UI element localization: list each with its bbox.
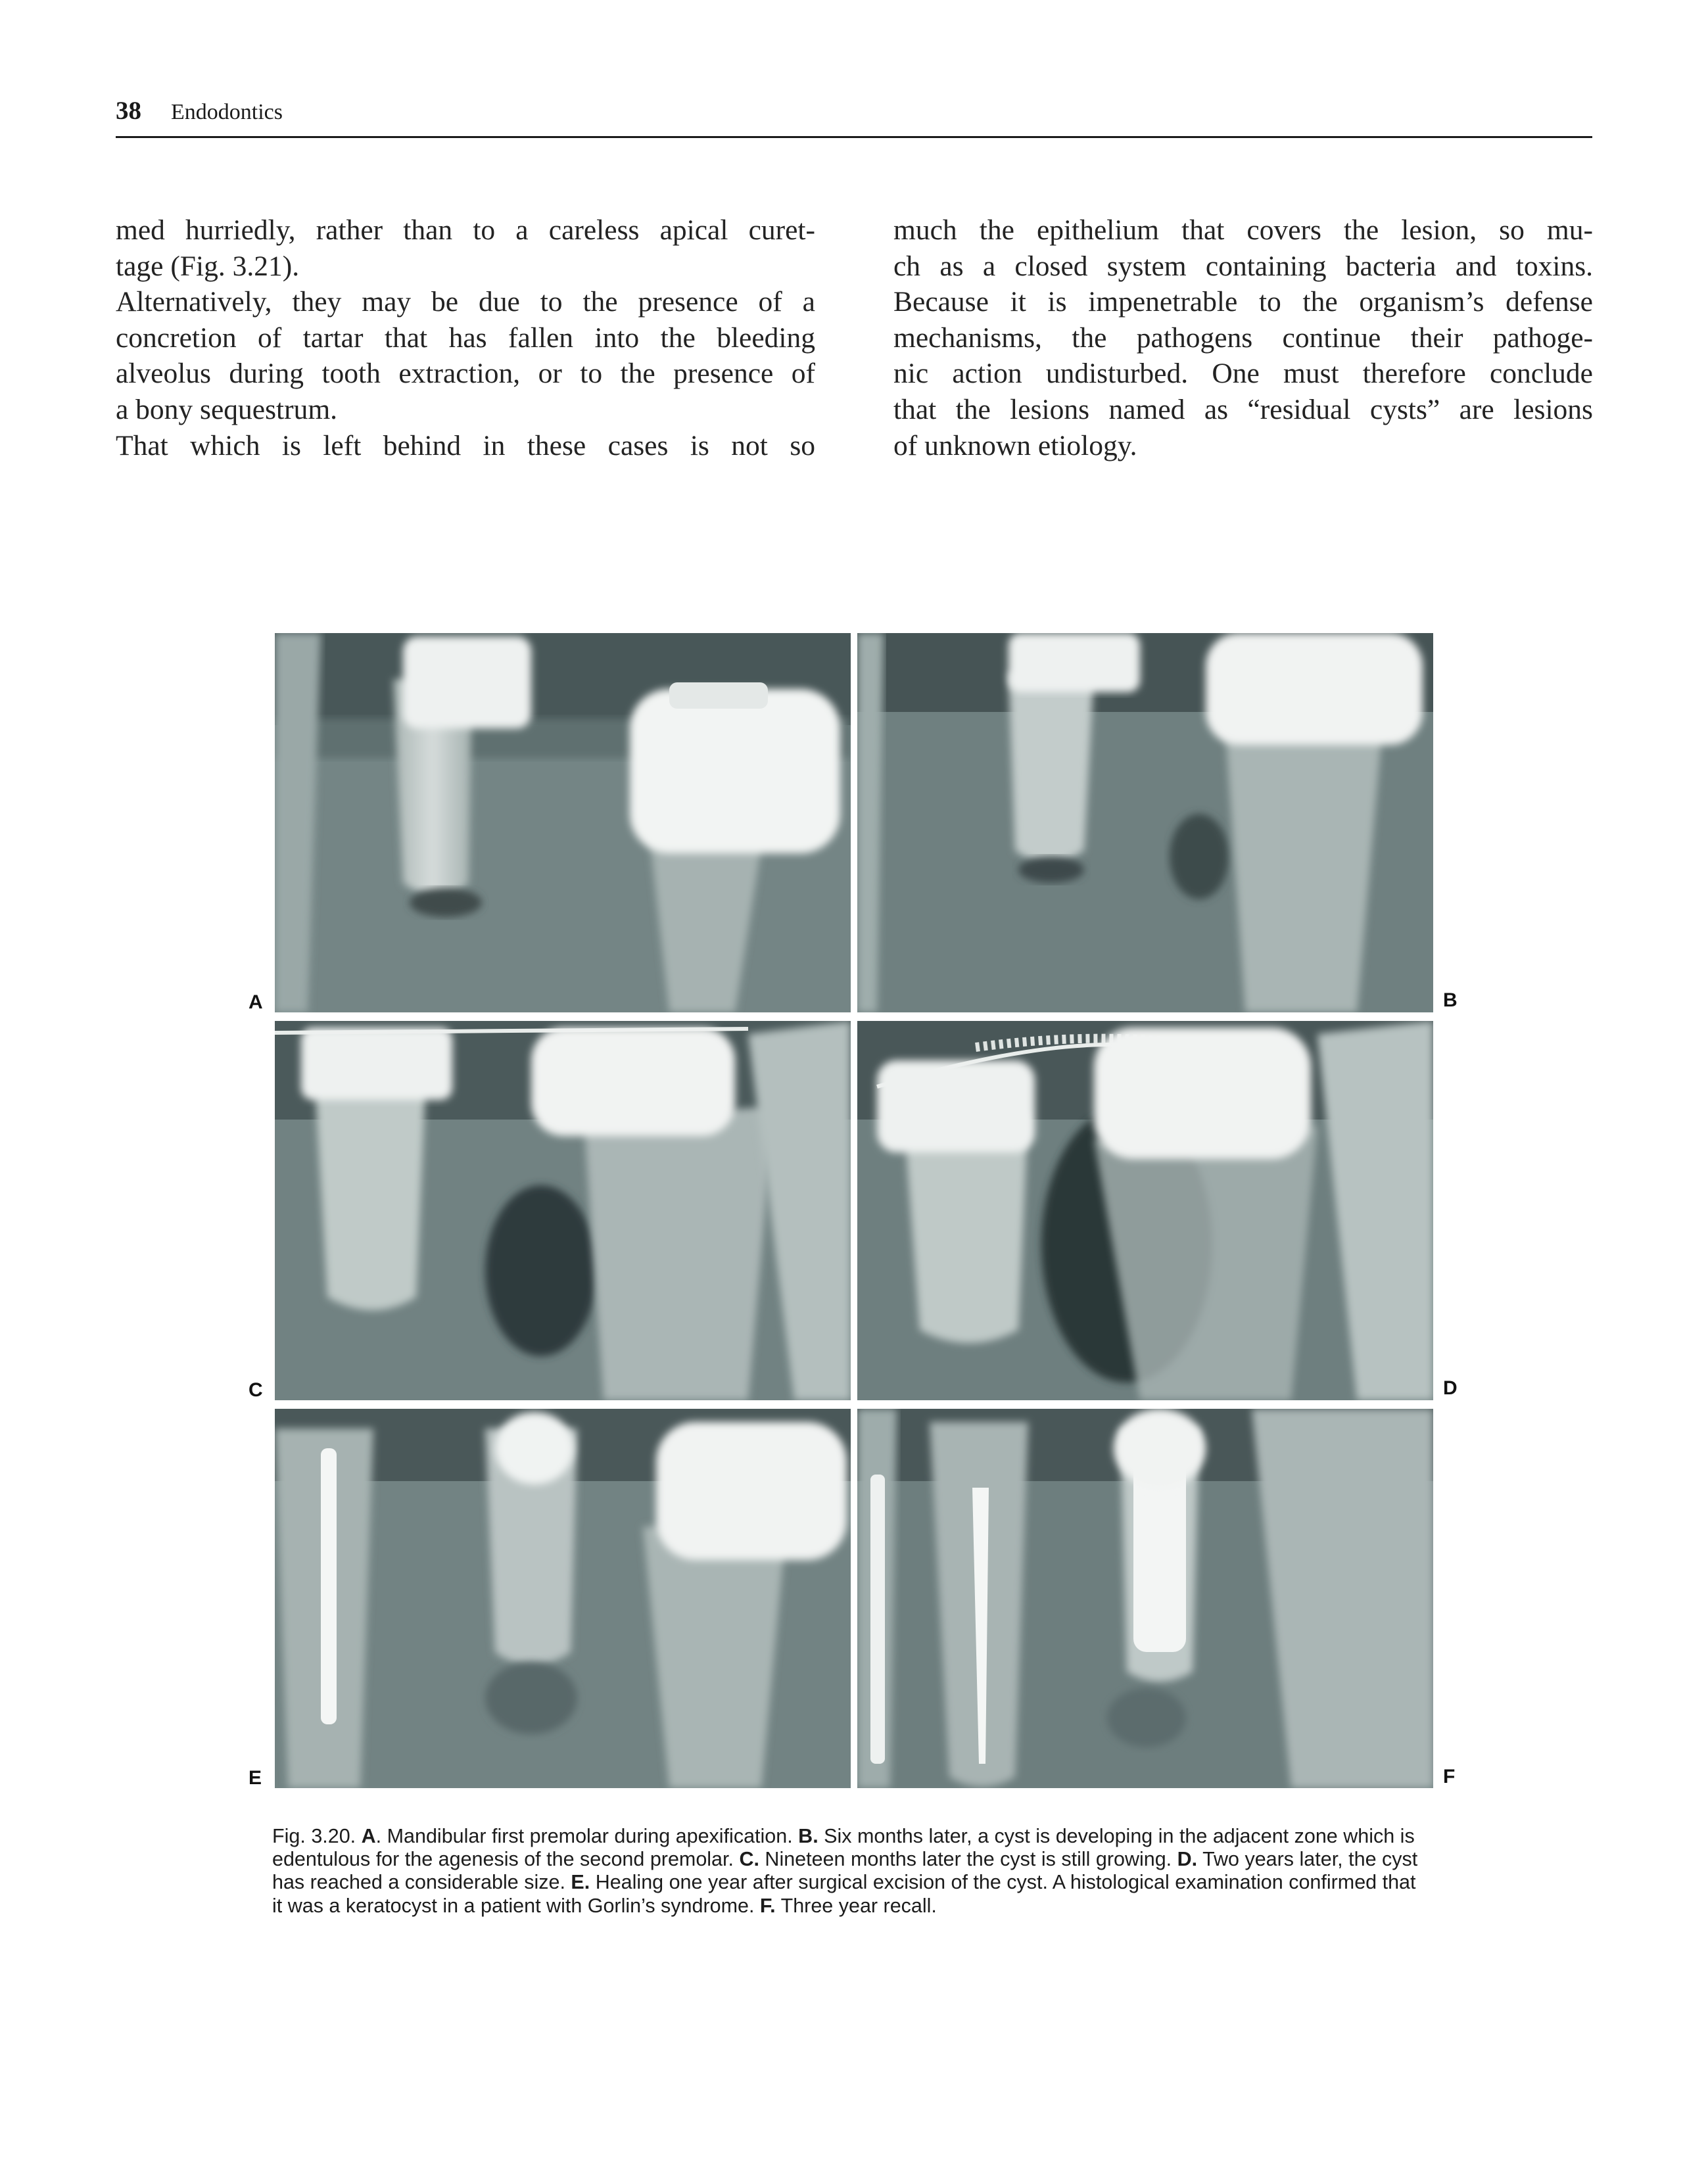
panel-label-f: F: [1443, 1766, 1456, 1787]
body-line: med hurriedly, rather than to a careless apical curet-: [116, 214, 815, 246]
body-line: that the lesions named as “residual cysts” are lesions: [893, 393, 1593, 425]
caption-panel-ref: D.: [1177, 1848, 1198, 1871]
body-line: concretion of tartar that has fallen into the bleeding: [116, 321, 815, 354]
caption-text: Two years later, the cyst: [1197, 1848, 1418, 1871]
caption-line: [272, 1825, 1436, 1848]
running-header: [116, 95, 1592, 138]
body-line: That which is left behind in these cases is not so: [116, 429, 815, 461]
panel-label-c: C: [249, 1379, 263, 1401]
caption-text: Nineteen months later the cyst is still growing.: [759, 1848, 1177, 1871]
body-line: nic action undisturbed. One must therefore conclude: [893, 358, 1593, 390]
caption-text: edentulous for the agenesis of the second premolar.: [272, 1848, 740, 1871]
body-line: ch as a closed system containing bacteria and toxins.: [893, 250, 1593, 282]
page-number: 38: [116, 97, 141, 125]
caption-text: has reached a considerable size.: [272, 1871, 571, 1894]
caption-text: Fig. 3.20.: [272, 1825, 362, 1847]
radiograph-panel-b: [857, 633, 1433, 1012]
caption-panel-ref: A: [361, 1825, 376, 1847]
panel-label-e: E: [249, 1767, 262, 1789]
caption-text: Six months later, a cyst is developing in the adjacent zone which is: [818, 1825, 1415, 1847]
radiograph-panel-c: [275, 1021, 851, 1400]
radiograph-panel-f: [857, 1409, 1433, 1788]
body-line: Alternatively, they may be due to the presence of a: [116, 286, 815, 318]
caption-line: [272, 1871, 1436, 1894]
panel-label-a: A: [249, 991, 263, 1013]
body-line: a bony sequestrum.: [116, 393, 338, 425]
radiograph-panel-e: [275, 1409, 851, 1788]
body-column-right: [893, 212, 1593, 463]
body-column-left: [116, 212, 815, 463]
radiograph-panel-d: [857, 1021, 1433, 1400]
panel-label-b: B: [1443, 989, 1458, 1011]
caption-line: [272, 1895, 1436, 1918]
body-line: much the epithelium that covers the lesion, so mu-: [893, 214, 1593, 246]
body-line: alveolus during tooth extraction, or to the presence of: [116, 358, 815, 390]
caption-text: . Mandibular first premolar during apexification.: [375, 1825, 799, 1847]
caption-text: it was a keratocyst in a patient with Gorlin’s syndrome.: [272, 1894, 760, 1917]
figure-caption: [272, 1825, 1436, 1918]
body-line: tage (Fig. 3.21).: [116, 250, 300, 282]
caption-line: [272, 1848, 1436, 1871]
caption-text: Three year recall.: [775, 1894, 937, 1917]
running-title: Endodontics: [171, 100, 283, 124]
caption-panel-ref: C.: [739, 1848, 759, 1871]
caption-panel-ref: F.: [759, 1894, 776, 1917]
body-line: mechanisms, the pathogens continue their pathoge-: [893, 321, 1593, 354]
radiograph-panel-a: [275, 633, 851, 1012]
body-line: Because it is impenetrable to the organism’s defense: [893, 286, 1593, 318]
caption-text: Healing one year after surgical excision of the cyst. A histological examination confirmed that: [590, 1871, 1416, 1894]
caption-panel-ref: E.: [571, 1871, 590, 1894]
caption-panel-ref: B.: [798, 1825, 818, 1847]
panel-label-d: D: [1443, 1377, 1458, 1399]
body-line: of unknown etiology.: [893, 429, 1137, 461]
